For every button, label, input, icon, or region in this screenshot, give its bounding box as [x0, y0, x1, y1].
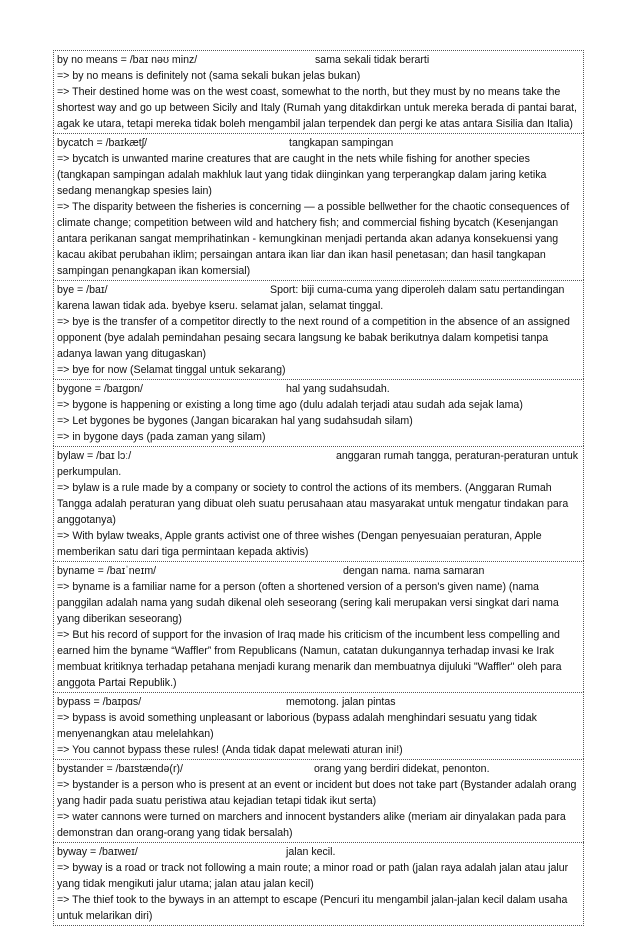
dictionary-entry — [53, 692, 584, 759]
entry-example: => With bylaw tweaks, Apple grants activist one of three wishes (Dengan penyesuaian peraturan, Apple memberikan satu dari tiga permintaan kepada aktivis) — [57, 530, 542, 558]
entry-meaning: orang yang berdiri didekat, penonton. — [314, 763, 490, 775]
entry-example: => Their destined home was on the west coast, somewhat to the north, but they must by no means take the shortest way and go up between Sicily and Italy (Rumah yang ditakdirkan untuk mereka berada di pantai barat, agak ke utara, tetapi mereka tidak boleh mengambil jalan terpendek dan pergi ke atas antara Sisilia dan Italia) — [57, 86, 577, 130]
entry-term: by no means = /baɪ nəʊ minz/ — [57, 54, 198, 66]
entry-term: byway = /baɪweɪ/ — [57, 846, 138, 858]
entry-example: => in bygone days (pada zaman yang silam) — [57, 431, 266, 443]
entry-meaning: jalan kecil. — [286, 846, 336, 858]
entry-term: bypass = /baɪpɑs/ — [57, 696, 142, 708]
entry-meaning: hal yang sudahsudah. — [286, 383, 390, 395]
entry-definition: => bylaw is a rule made by a company or society to control the actions of its members. (Anggaran Rumah Tangga adalah peraturan yang dibuat oleh suatu perusahaan atau masyarakat untuk mengatur tindakan para anggotanya) — [57, 482, 569, 526]
entry-header — [57, 135, 581, 151]
entry-definition: => bygone is happening or existing a long time ago (dulu adalah terjadi atau sudah ada sejak lama) — [57, 399, 523, 411]
entry-header — [57, 448, 581, 480]
entry-example: => You cannot bypass these rules! (Anda tidak dapat melewati aturan ini!) — [57, 744, 403, 756]
entry-example: => Let bygones be bygones (Jangan bicarakan hal yang sudahsudah silam) — [57, 415, 413, 427]
entry-meaning: memotong. jalan pintas — [286, 696, 396, 708]
entry-meaning: dengan nama. nama samaran — [343, 565, 485, 577]
entry-term: bygone = /baɪgɒn/ — [57, 383, 143, 395]
entry-term: bye = /baɪ/ — [57, 284, 108, 296]
dictionary-entry — [53, 561, 584, 692]
entry-header — [57, 381, 581, 397]
entry-header — [57, 282, 581, 314]
dictionary-entry — [53, 133, 584, 280]
entry-example: => The thief took to the byways in an attempt to escape (Pencuri itu mengambil jalan-jalan kecil dalam usaha untuk melarikan diri) — [57, 894, 568, 922]
entry-term: bylaw = /baɪ lɔː/ — [57, 450, 132, 462]
entry-definition: => byway is a road or track not following a main route; a minor road or path (jalan raya adalah jalan atau jalur yang tidak mengikuti jalur utama; jalan atau jalan kecil) — [57, 862, 569, 890]
entry-header — [57, 52, 581, 68]
dictionary-entry — [53, 759, 584, 842]
entry-definition: => by no means is definitely not (sama sekali bukan jelas bukan) — [57, 70, 361, 82]
entry-definition: => bycatch is unwanted marine creatures that are caught in the nets while fishing for another species (tangkapan sampingan adalah makhluk laut yang tidak diinginkan yang terperangkap dalam jaring ketika sedang menangkap spesies lain) — [57, 153, 547, 197]
entry-example: => bye for now (Selamat tinggal untuk sekarang) — [57, 364, 286, 376]
entry-header — [57, 844, 581, 860]
entry-definition: => bypass is avoid something unpleasant or laborious (bypass adalah menghindari sesuatu yang tidak menyenangkan atau melelahkan) — [57, 712, 537, 740]
entry-example: => water cannons were turned on marchers and innocent bystanders alike (meriam air dinyalakan pada para demonstran dan orang-orang yang tidak bersalah) — [57, 811, 566, 839]
dictionary-entry — [53, 50, 584, 133]
vocabulary-sheet — [53, 50, 584, 926]
dictionary-entry — [53, 446, 584, 561]
entry-term: bystander = /baɪstændə(r)/ — [57, 763, 183, 775]
entry-header — [57, 761, 581, 777]
entry-meaning: Sport: biji cuma-cuma yang diperoleh dalam satu pertandingan karena lawan tidak ada. byebye kseru. selamat jalan, selamat tinggal. — [57, 284, 565, 312]
dictionary-entry — [53, 280, 584, 379]
entry-header — [57, 563, 581, 579]
dictionary-entry — [53, 379, 584, 446]
entry-term: bycatch = /baɪkætʃ/ — [57, 137, 148, 149]
entry-term: byname = /baɪˈneɪm/ — [57, 565, 157, 577]
entry-example: => But his record of support for the invasion of Iraq made his criticism of the incumbent less compelling and earned him the byname “Waffler” from Republicans (Namun, catatan dukungannya terhadap invasi ke Irak membuat kritiknya terhadap petahana menjadi kurang menarik dan membuatnya dijuluki "Waffler" oleh para anggota Partai Republik.) — [57, 629, 562, 689]
entry-example: => The disparity between the fisheries is concerning — a possible bellwether for the chaotic consequences of climate change; competition between wild and hatchery fish; and commercial fishing bycatch (Kesenjangan antara perikanan sangat memprihatinkan - kemungkinan menjadi pertanda akan adanya konsekuensi yang kacau akibat perubahan iklim; persaingan antara ikan liar dan ikan hasil penetasan; dan hasil tangkapan sampingan penangkapan ikan komersial) — [57, 201, 570, 277]
entry-header — [57, 694, 581, 710]
entry-meaning: tangkapan sampingan — [289, 137, 394, 149]
entry-definition: => bystander is a person who is present at an event or incident but does not take part (Bystander adalah orang yang hadir pada suatu peristiwa atau kejadian tetapi tidak ikut serta) — [57, 779, 577, 807]
entry-definition: => bye is the transfer of a competitor directly to the next round of a competition in the absence of an assigned opponent (bye adalah pemindahan pesaing secara langsung ke babak berikutnya dalam kompetisi tanpa adanya lawan yang ditugaskan) — [57, 316, 570, 360]
entry-meaning: sama sekali tidak berarti — [315, 54, 430, 66]
entry-definition: => byname is a familiar name for a person (often a shortened version of a person's given name) (nama panggilan adalah nama yang sudah dikenal oleh seseorang (sering kali merupakan versi singkat dari nama yang diberikan seseorang) — [57, 581, 559, 625]
dictionary-entry — [53, 842, 584, 926]
entry-meaning: anggaran rumah tangga, peraturan-peraturan untuk perkumpulan. — [57, 450, 579, 478]
